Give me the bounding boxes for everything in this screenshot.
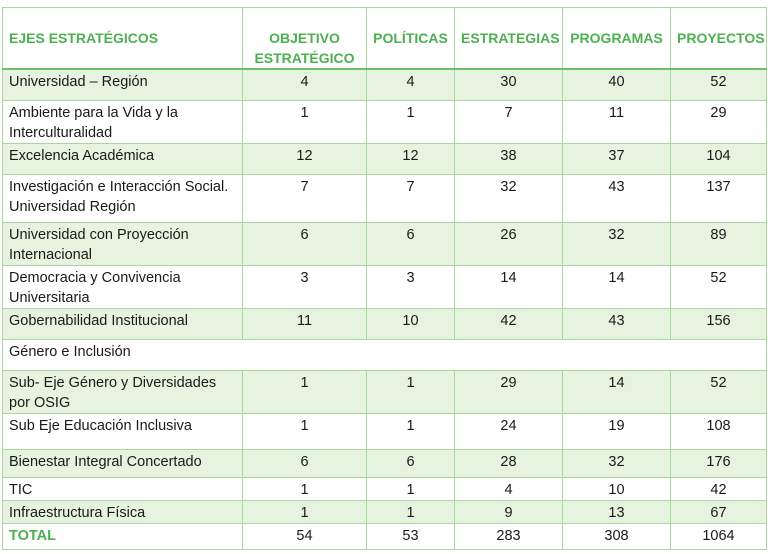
row-label: Infraestructura Física	[3, 500, 243, 523]
row-value: 6	[367, 449, 455, 477]
row-label: Investigación e Interacción Social. Universidad Región	[3, 174, 243, 222]
row-value: 12	[243, 143, 367, 174]
row-value: 176	[671, 449, 767, 477]
row-label: Excelencia Académica	[3, 143, 243, 174]
row-value: 1	[367, 100, 455, 143]
table-row	[3, 339, 767, 370]
row-value: 52	[671, 69, 767, 100]
row-value: 13	[563, 500, 671, 523]
total-row	[3, 523, 767, 549]
row-label: Democracia y Convivencia Universitaria	[3, 265, 243, 308]
row-label: Sub Eje Educación Inclusiva	[3, 413, 243, 449]
row-value: 6	[243, 449, 367, 477]
row-value: 9	[455, 500, 563, 523]
total-value: 1064	[671, 523, 767, 549]
total-value: 53	[367, 523, 455, 549]
row-label: Sub- Eje Género y Diversidades por OSIG	[3, 370, 243, 413]
row-value: 3	[243, 265, 367, 308]
row-label: Bienestar Integral Concertado	[3, 449, 243, 477]
row-value: 37	[563, 143, 671, 174]
row-label: Ambiente para la Vida y la Interculturalidad	[3, 100, 243, 143]
row-value: 12	[367, 143, 455, 174]
strategic-axes-table	[2, 7, 767, 550]
row-value: 4	[455, 477, 563, 500]
header-proyectos: PROYECTOS	[671, 8, 767, 70]
row-value: 104	[671, 143, 767, 174]
row-value: 24	[455, 413, 563, 449]
table-row	[3, 222, 767, 265]
row-value: 43	[563, 308, 671, 339]
row-value: 14	[563, 370, 671, 413]
row-value: 137	[671, 174, 767, 222]
row-value: 1	[367, 370, 455, 413]
row-value: 6	[243, 222, 367, 265]
row-value: 1	[367, 413, 455, 449]
table-row	[3, 308, 767, 339]
table-row	[3, 477, 767, 500]
row-value: 14	[455, 265, 563, 308]
row-value: 30	[455, 69, 563, 100]
row-value: 108	[671, 413, 767, 449]
row-value: 29	[455, 370, 563, 413]
row-value: 1	[243, 413, 367, 449]
row-value: 38	[455, 143, 563, 174]
header-politicas: POLÍTICAS	[367, 8, 455, 70]
row-value: 67	[671, 500, 767, 523]
row-value: 7	[243, 174, 367, 222]
total-value: 283	[455, 523, 563, 549]
table-row	[3, 370, 767, 413]
row-value: 52	[671, 370, 767, 413]
table-row	[3, 100, 767, 143]
row-value: 1	[243, 100, 367, 143]
row-value: 3	[367, 265, 455, 308]
row-value: 19	[563, 413, 671, 449]
row-value: 7	[367, 174, 455, 222]
row-label: Gobernabilidad Institucional	[3, 308, 243, 339]
header-ejes: EJES ESTRATÉGICOS	[3, 8, 243, 70]
row-value: 42	[671, 477, 767, 500]
total-value: 308	[563, 523, 671, 549]
total-value: 54	[243, 523, 367, 549]
row-value: 52	[671, 265, 767, 308]
row-value: 89	[671, 222, 767, 265]
row-value: 11	[243, 308, 367, 339]
row-value: 11	[563, 100, 671, 143]
row-value: 29	[671, 100, 767, 143]
row-value: 4	[243, 69, 367, 100]
row-value: 42	[455, 308, 563, 339]
header-programas: PROGRAMAS	[563, 8, 671, 70]
row-value: 10	[563, 477, 671, 500]
row-value: 156	[671, 308, 767, 339]
table-row	[3, 69, 767, 100]
row-label: Género e Inclusión	[3, 339, 767, 370]
header-objetivo: OBJETIVO ESTRATÉGICO	[243, 8, 367, 70]
row-label: TIC	[3, 477, 243, 500]
table-row	[3, 413, 767, 449]
row-label: Universidad – Región	[3, 69, 243, 100]
row-value: 40	[563, 69, 671, 100]
table-row	[3, 143, 767, 174]
header-row	[3, 8, 767, 70]
row-label: Universidad con Proyección Internacional	[3, 222, 243, 265]
header-estrategias: ESTRATEGIAS	[455, 8, 563, 70]
row-value: 32	[563, 222, 671, 265]
table-row	[3, 174, 767, 222]
row-value: 28	[455, 449, 563, 477]
row-value: 32	[455, 174, 563, 222]
row-value: 6	[367, 222, 455, 265]
row-value: 32	[563, 449, 671, 477]
row-value: 1	[243, 477, 367, 500]
row-value: 4	[367, 69, 455, 100]
row-value: 7	[455, 100, 563, 143]
row-value: 14	[563, 265, 671, 308]
row-value: 43	[563, 174, 671, 222]
row-value: 26	[455, 222, 563, 265]
row-value: 1	[367, 477, 455, 500]
total-label: TOTAL	[3, 523, 243, 549]
row-value: 1	[243, 370, 367, 413]
table-row	[3, 265, 767, 308]
row-value: 1	[243, 500, 367, 523]
row-value: 10	[367, 308, 455, 339]
row-value: 1	[367, 500, 455, 523]
table-row	[3, 449, 767, 477]
table-row	[3, 500, 767, 523]
